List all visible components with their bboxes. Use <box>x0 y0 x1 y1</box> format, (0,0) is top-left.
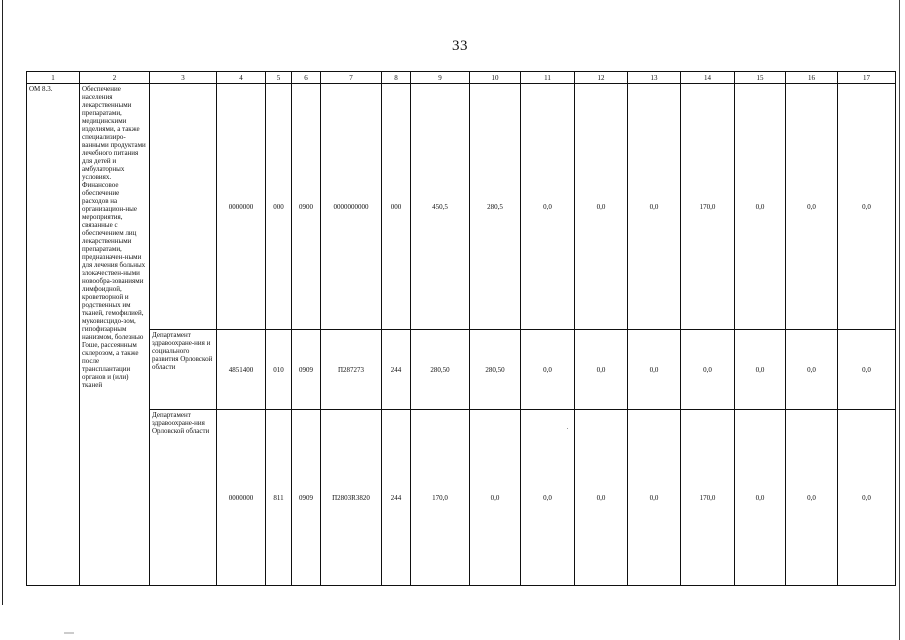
table-row <box>27 410 896 586</box>
header-cell: 16 <box>786 72 838 84</box>
value-cell: 450,5 <box>411 84 470 330</box>
header-cell: 9 <box>411 72 470 84</box>
value-cell: 0,0 <box>521 410 575 586</box>
value-cell: 0900 <box>292 84 321 330</box>
value-cell: 0000000 <box>217 84 266 330</box>
value-cell: 0,0 <box>838 330 896 410</box>
header-cell: 2 <box>80 72 150 84</box>
budget-table <box>26 71 896 586</box>
value-cell: 280,50 <box>470 330 521 410</box>
value-cell: 0,0 <box>786 410 838 586</box>
header-cell: 7 <box>321 72 382 84</box>
value-cell: 0,0 <box>735 84 786 330</box>
value-cell: 0000000 <box>217 410 266 586</box>
header-cell: 15 <box>735 72 786 84</box>
value-cell: 0,0 <box>575 410 628 586</box>
value-cell: 811 <box>266 410 292 586</box>
value-cell: 170,0 <box>681 410 735 586</box>
header-cell: 4 <box>217 72 266 84</box>
header-cell: 17 <box>838 72 896 84</box>
value-cell: 0909 <box>292 330 321 410</box>
value-cell: 0,0 <box>575 84 628 330</box>
value-cell: 280,50 <box>411 330 470 410</box>
value-cell: 0,0 <box>838 410 896 586</box>
header-cell: 13 <box>628 72 681 84</box>
description-cell: Обеспечение населения лекарственными препаратами, медицинскими изделиями, а также специализиро-ванными продуктами лечебного питания для детей и амбулаторных условиях. Финансовое обеспечение расходов на организацион-ные мероприятия, связанные с обеспечением лиц лекарственными препаратами, предназначен-ными для лечения больных злокачествен-ными новообра-зованиями лимфоидной, кроветворной и родственных им тканей, гемофилией, муковисцидо-зом, гипофизарным нанизмом, болезнью Гоше, рассеянным склерозом, а также после трансплантации органов и (или) тканей <box>80 84 150 586</box>
header-cell: 12 <box>575 72 628 84</box>
value-cell: 0,0 <box>786 84 838 330</box>
value-cell: 244 <box>382 330 411 410</box>
table-header-row <box>27 72 896 84</box>
header-cell: 3 <box>150 72 217 84</box>
value-cell: 0,0 <box>521 330 575 410</box>
value-cell: 000 <box>382 84 411 330</box>
header-cell: 14 <box>681 72 735 84</box>
header-cell: 8 <box>382 72 411 84</box>
scan-speck <box>567 428 568 429</box>
header-cell: 10 <box>470 72 521 84</box>
scan-mark <box>64 632 74 634</box>
value-cell: 0,0 <box>735 410 786 586</box>
value-cell: 000 <box>266 84 292 330</box>
page-number: 33 <box>452 38 468 54</box>
executor-cell <box>150 84 217 330</box>
value-cell: 0,0 <box>838 84 896 330</box>
value-cell: 0,0 <box>628 84 681 330</box>
value-cell: П2803R3820 <box>321 410 382 586</box>
table-row <box>27 84 896 330</box>
value-cell: 4851400 <box>217 330 266 410</box>
header-cell: 6 <box>292 72 321 84</box>
value-cell: 0,0 <box>735 330 786 410</box>
value-cell: 244 <box>382 410 411 586</box>
value-cell: 280,5 <box>470 84 521 330</box>
executor-cell: Департамент здравоохране-ния и социального развития Орловской области <box>150 330 217 410</box>
value-cell: 0,0 <box>470 410 521 586</box>
value-cell: 0,0 <box>521 84 575 330</box>
header-cell: 5 <box>266 72 292 84</box>
scan-left-edge <box>2 0 3 605</box>
value-cell: 0,0 <box>628 410 681 586</box>
value-cell: П287273 <box>321 330 382 410</box>
value-cell: 0,0 <box>681 330 735 410</box>
value-cell: 0,0 <box>575 330 628 410</box>
header-cell: 1 <box>27 72 80 84</box>
value-cell: 0,0 <box>786 330 838 410</box>
value-cell: 0909 <box>292 410 321 586</box>
value-cell: 170,0 <box>411 410 470 586</box>
value-cell: 010 <box>266 330 292 410</box>
executor-cell: Департамент здравоохране-ния Орловской области <box>150 410 217 586</box>
header-cell: 11 <box>521 72 575 84</box>
value-cell: 170,0 <box>681 84 735 330</box>
value-cell: 0000000000 <box>321 84 382 330</box>
table-row <box>27 330 896 410</box>
scan-right-edge <box>899 0 900 640</box>
value-cell: 0,0 <box>628 330 681 410</box>
row-code-cell: ОМ 8.3. <box>27 84 80 586</box>
